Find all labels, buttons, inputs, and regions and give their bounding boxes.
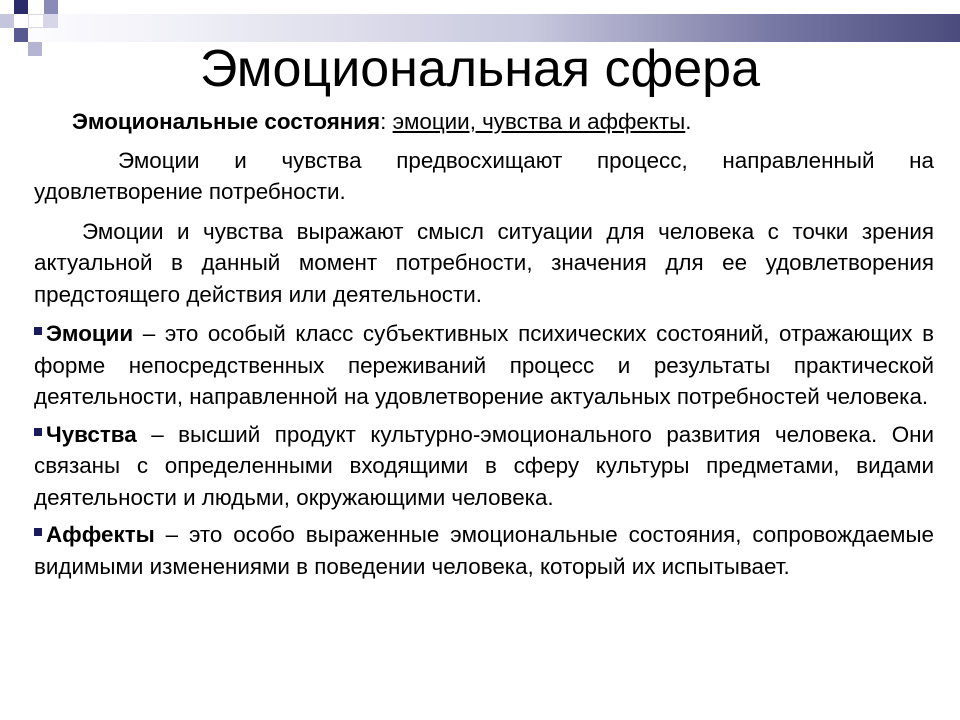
slide-title: Эмоциональная сфера [199, 40, 761, 98]
subtitle-list: эмоции, чувства и аффекты [392, 109, 686, 134]
subtitle-term: Эмоциональные состояния [72, 109, 381, 134]
paragraph-meaning: Эмоции и чувства выражают смысл ситуации для человека с точки зрения актуальной в данный момент потребности, значения для ее удовлетворения предстоящего действия или деятельности. [34, 218, 934, 307]
bullet-emotions [34, 318, 934, 413]
bullet-definition: – это особо выраженные эмоциональные состояния, сопровождаемые видимыми изменениями в поведении человека, который их испытывает. [34, 522, 934, 579]
paragraph-anticipation: Эмоции и чувства предвосхищают процесс, направленный на удовлетворение потребности. [34, 147, 934, 204]
bullet-term: Аффекты [46, 522, 155, 547]
square-bullet-icon [34, 528, 42, 536]
square-bullet-icon [34, 327, 42, 335]
subtitle-line [34, 106, 934, 138]
subtitle-separator: : [380, 109, 393, 134]
bullet-term: Чувства [46, 421, 137, 447]
bullet-definition: – высший продукт культурно-эмоционального развития человека. Они связаны с определенными входящими в сферу культуры предметами, видами деятельности и людьми, окружающими человека. [34, 421, 934, 510]
square-bullet-icon [34, 428, 42, 436]
bullet-definition: – это особый класс субъективных психических состояний, отражающих в форме непосредственных переживаний процесс и результаты практической деятельности, направленной на удовлетворение актуальных потребностей человека. [34, 321, 934, 409]
bullet-affects [34, 519, 934, 582]
subtitle-end: . [685, 109, 692, 134]
bullet-feelings [34, 419, 934, 514]
slide-body [34, 106, 934, 588]
bullet-term: Эмоции [46, 321, 134, 346]
